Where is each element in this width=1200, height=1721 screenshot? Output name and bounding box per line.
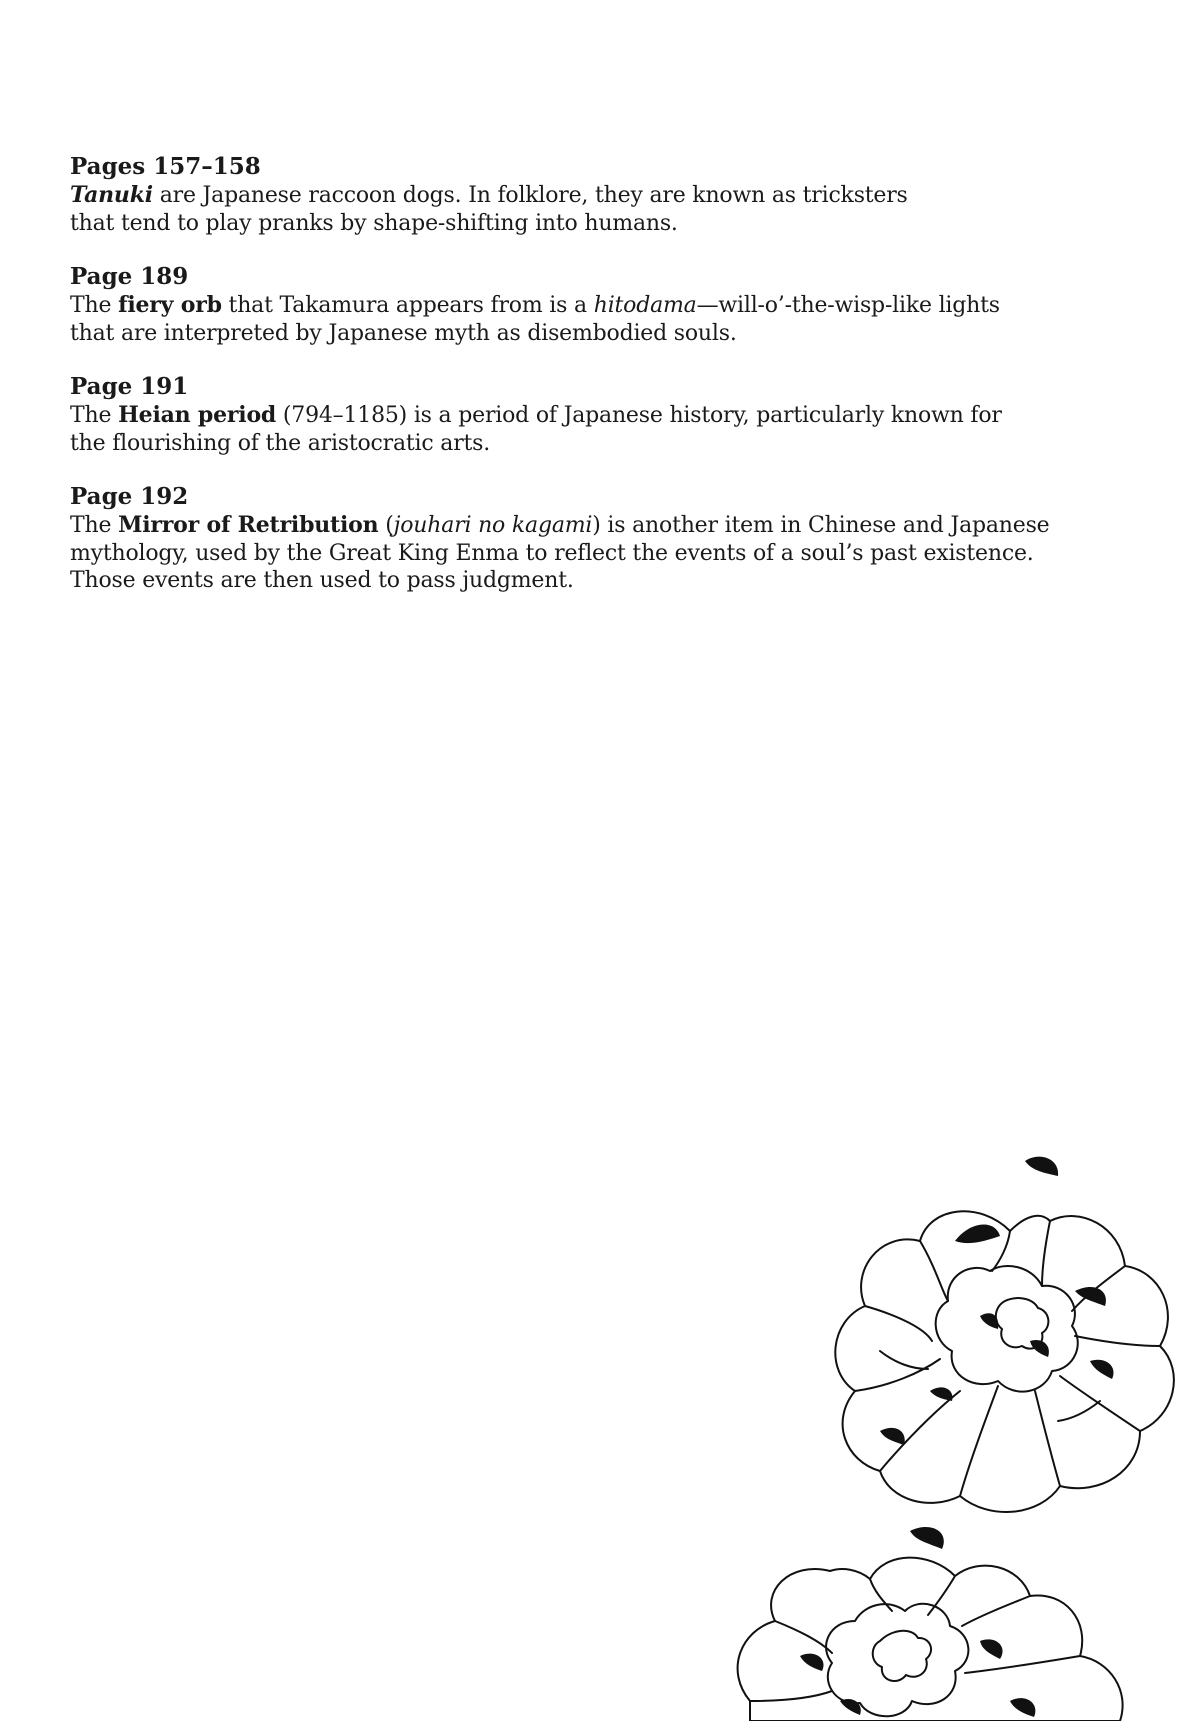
note-text-line	[70, 513, 1050, 538]
emphasized-term: Heian period	[118, 402, 277, 428]
text-run: that tend to play pranks by shape-shifting into humans.	[70, 210, 678, 236]
note-page-heading: Page 192	[70, 483, 189, 510]
glossary-note	[70, 372, 1070, 457]
emphasized-term: jouhari no kagami	[393, 513, 593, 538]
text-run: the flourishing of the aristocratic arts.	[70, 430, 491, 456]
glossary-notes	[70, 152, 1070, 620]
note-text-line	[70, 183, 908, 208]
glossary-note	[70, 482, 1070, 595]
peony-illustration	[680, 1101, 1200, 1721]
note-text	[70, 182, 1070, 237]
glossary-note	[70, 262, 1070, 347]
note-text-line	[70, 293, 1000, 318]
text-run: (794–1185) is a period of Japanese history, particularly known for	[276, 403, 1002, 428]
text-run: that Takamura appears from is a	[221, 293, 594, 318]
note-text	[70, 292, 1070, 347]
note-text-line	[70, 321, 737, 346]
text-run: that are interpreted by Japanese myth as disembodied souls.	[70, 320, 737, 346]
emphasized-term: Tanuki	[70, 182, 153, 208]
text-run: Those events are then used to pass judgment.	[70, 568, 574, 593]
note-page-heading: Page 191	[70, 373, 189, 400]
note-page-heading: Pages 157–158	[70, 153, 261, 180]
emphasized-term: fiery orb	[118, 292, 222, 318]
text-run: (	[378, 513, 394, 538]
note-text	[70, 512, 1070, 595]
note-text	[70, 402, 1070, 457]
text-run: mythology, used by the Great King Enma to reflect the events of a soul’s past existence.	[70, 540, 1034, 566]
note-text-line	[70, 431, 490, 456]
emphasized-term: hitodama	[593, 293, 697, 318]
emphasized-term: Mirror of Retribution	[118, 512, 379, 538]
glossary-note	[70, 152, 1070, 237]
text-run: ) is another item in Chinese and Japanese	[592, 513, 1050, 538]
note-text-line	[70, 568, 574, 593]
note-text-line	[70, 541, 1034, 566]
text-run: The	[70, 293, 119, 318]
note-text-line	[70, 403, 1002, 428]
note-text-line	[70, 211, 678, 236]
text-run: The	[70, 403, 119, 428]
text-run: are Japanese raccoon dogs. In folklore, they are known as tricksters	[152, 183, 908, 208]
text-run: The	[70, 513, 119, 538]
note-page-heading: Page 189	[70, 263, 189, 290]
text-run: —will-o’-the-wisp-like lights	[696, 293, 1000, 318]
